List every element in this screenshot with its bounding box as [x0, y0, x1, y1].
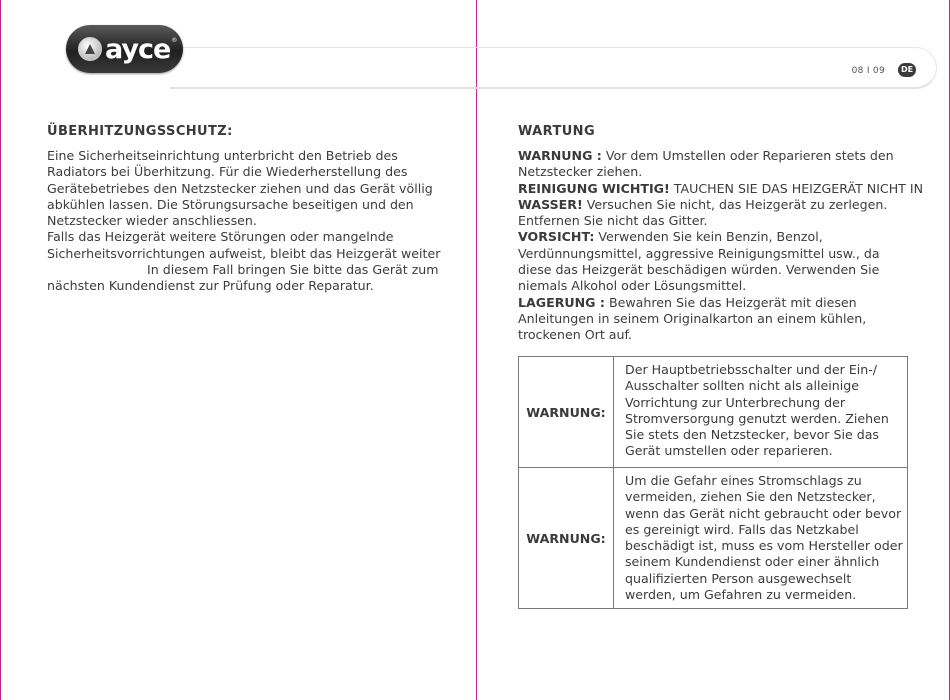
text-line: In diesem Fall bringen Sie bitte das Gerät zum	[147, 262, 439, 278]
storage-keyword: LAGERUNG :	[518, 294, 605, 310]
text-line: Stromversorgung genutzt werden. Ziehen	[625, 410, 889, 426]
text-line: Vorrichtung zur Unterbrechung der	[625, 394, 846, 410]
text-line: diese das Heizgerät beschädigen würden. Verwenden Sie	[518, 262, 880, 278]
cleaning-keyword: REINIGUNG WICHTIG!	[518, 180, 670, 196]
overheat-protection-heading: ÜBERHITZUNGSSCHUTZ:	[47, 124, 233, 139]
warning-table-row	[519, 357, 907, 468]
warning-row-text	[625, 362, 889, 460]
text-line: Eine Sicherheitseinrichtung unterbricht den Betrieb des	[47, 148, 398, 163]
text-line: seinem Kundendienst oder einer ähnlich	[625, 554, 880, 570]
text-line: werden, um Gefahren zu vermeiden.	[625, 587, 857, 603]
warning-row-text	[625, 473, 903, 603]
text-line: vermeiden, ziehen Sie den Netzstecker,	[625, 489, 876, 505]
text-line: es gereinigt wird. Falls das Netzkabel	[625, 521, 859, 537]
text-line: beschädigt ist, muss es vom Hersteller oder	[625, 538, 903, 554]
water-keyword: WASSER!	[518, 196, 583, 212]
text-line: nächsten Kundendienst zur Prüfung oder Reparatur.	[47, 278, 374, 294]
header-band	[170, 47, 937, 89]
text-line: niemals Alkohol oder Lösungsmittel.	[518, 278, 747, 294]
text-line: Der Hauptbetriebsschalter und der Ein-/	[625, 362, 878, 377]
logo-wordmark: ayce	[105, 33, 171, 65]
logo-emblem-icon	[78, 37, 102, 61]
overheat-protection-text	[47, 148, 440, 295]
text-line: Anleitungen in seinem Originalkarton an einem kühlen,	[518, 310, 867, 326]
text-line: Sie stets den Netzstecker, bevor Sie das	[625, 427, 879, 443]
warning-row-label: WARNUNG:	[519, 468, 614, 609]
language-badge: DE	[898, 63, 916, 77]
page-numbers: 08 I 09	[851, 66, 885, 76]
warning-line	[518, 148, 923, 164]
text-line: Ausschalter sollten nicht als alleinige	[625, 378, 859, 394]
text-line: abkühlen lassen. Die Störungsursache beseitigen und den	[47, 196, 414, 212]
text-line: Gerätebetriebes den Netzstecker ziehen und das Gerät völlig	[47, 180, 433, 196]
text-line: Netzstecker ziehen.	[518, 164, 643, 180]
text-line: Entfernen Sie nicht das Gitter.	[518, 213, 708, 229]
text-span: Bewahren Sie das Heizgerät mit diesen	[604, 294, 857, 310]
text-line: qualifizierten Person ausgewechselt	[625, 570, 852, 586]
text-line: Sicherheitsvorrichtungen aufweist, bleibt das Heizgerät weiter	[47, 245, 441, 261]
text-line: wenn das Gerät nicht gebraucht oder bevor	[625, 505, 902, 521]
cleaning-line	[518, 181, 923, 197]
maintenance-text	[518, 148, 923, 344]
text-line: Radiators bei Überhitzung. Für die Wiederherstellung des	[47, 164, 408, 180]
page-border-left	[0, 0, 1, 700]
text-line: Netzstecker wieder anschliessen.	[47, 213, 257, 229]
warning-table-row	[519, 468, 907, 609]
logo-registered-mark: ®	[171, 37, 178, 44]
text-line: Verdünnungsmittel, aggressive Reinigungsmittel usw., da	[518, 245, 880, 261]
text-span: TAUCHEN SIE DAS HEIZGERÄT NICHT IN	[669, 180, 924, 196]
text-span: Vor dem Umstellen oder Reparieren stets den	[601, 148, 894, 163]
text-line: trockenen Ort auf.	[518, 327, 633, 343]
caution-line	[518, 229, 923, 245]
maintenance-heading: WARTUNG	[518, 124, 596, 139]
storage-line	[518, 295, 923, 311]
water-line	[518, 197, 923, 213]
warning-keyword: WARNUNG :	[518, 148, 602, 163]
page-spine-divider	[476, 0, 477, 700]
text-span: Verwenden Sie kein Benzin, Benzol,	[594, 229, 823, 245]
warning-row-label: WARNUNG:	[519, 357, 614, 467]
text-line: Gerät umstellen oder reparieren.	[625, 443, 833, 459]
caution-keyword: VORSICHT:	[518, 229, 595, 245]
warning-table	[518, 356, 908, 609]
text-line: Um die Gefahr eines Stromschlags zu	[625, 473, 862, 488]
text-span: Versuchen Sie nicht, das Heizgerät zu zerlegen.	[582, 196, 888, 212]
ayce-logo	[66, 25, 183, 73]
text-line: Falls das Heizgerät weitere Störungen oder mangelnde	[47, 229, 394, 245]
